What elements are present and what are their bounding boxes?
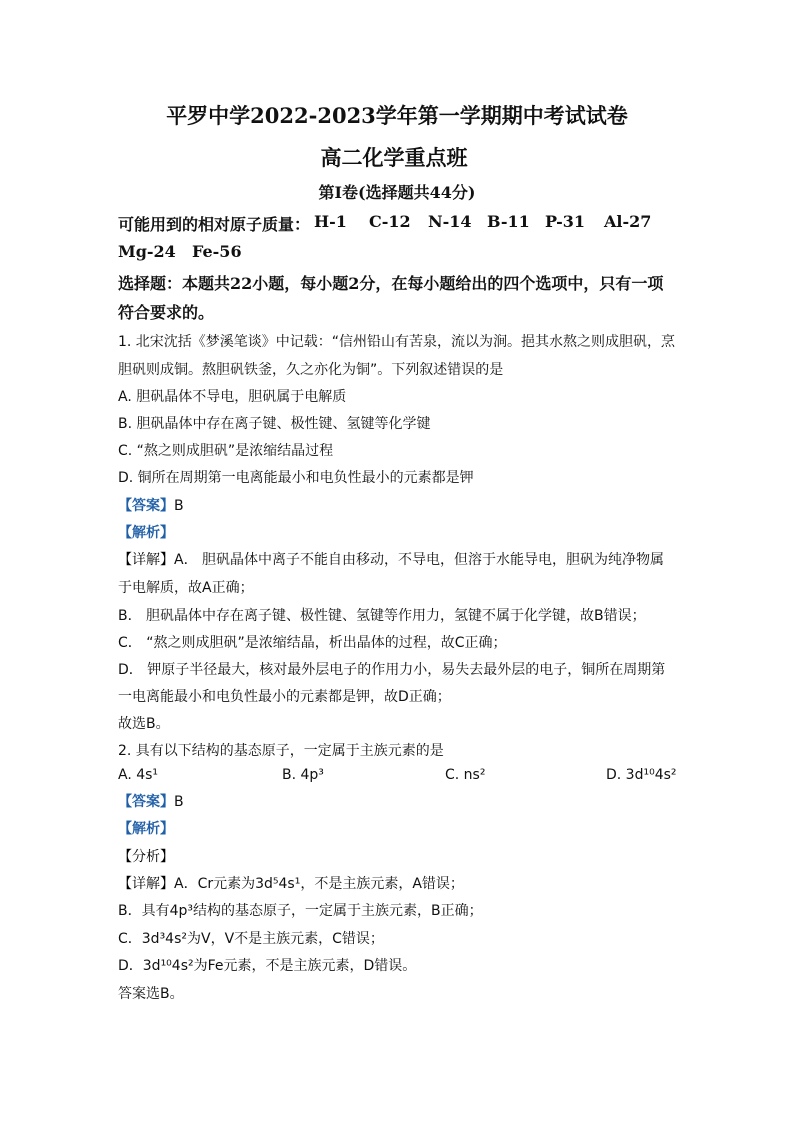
atomic-mass-label: 可能用到的相对原子质量： [118,215,311,234]
q1-option-d: D. 铜所在周期第一电离能最小和电负性最小的元素都是钾 [118,470,474,486]
instructions-line-1: 选择题：本题共22小题，每小题2分，在每小题给出的四个选项中，只有一项 [118,274,664,293]
q2-detail-line-1 [118,873,464,893]
q2-options-row [118,767,678,787]
q2-detail-line-3: C．3d³4s²为V，V不是主族元素，C错误； [118,931,384,947]
atomic-mass-item: P-31 [545,212,586,231]
answer-tag: 【答案】 [118,498,174,514]
answer-value: B [174,498,184,514]
answer-value: B [174,794,184,810]
q1-detail-line-1 [118,549,664,569]
exam-title: 平罗中学2022-2023学年第一学期期中考试试卷 [166,103,628,128]
detail-text: A．Cr元素为3d⁵4s¹，不是主族元素，A错误； [174,876,464,892]
q1-detail-line-7: 故选B。 [118,716,170,732]
atomic-mass-row-1 [118,212,678,234]
atomic-mass-item: Fe-56 [192,242,242,261]
q2-option-b: B. 4p³ [282,767,324,783]
q1-detail-line-5: D． 钾原子半径最大，核对最外层电子的作用力小，易失去最外层的电子，铜所在周期第 [118,662,666,678]
subtitle-text: 高二化学重点班 [320,145,468,170]
atomic-mass-item: C-12 [369,212,411,231]
q2-fenxi-tag [118,846,174,866]
q2-analysis-tag [118,818,174,838]
atomic-mass-row-2 [118,242,678,264]
q1-option-b: B. 胆矾晶体中存在离子键、极性键、氢键等化学键 [118,416,431,432]
q1-detail-line-6: 一电离能最小和电负性最小的元素都是钾，故D正确； [118,689,451,705]
analysis-tag: 【解析】 [118,525,174,541]
detail-tag: 【详解】 [118,876,174,892]
q2-option-d: D. 3d¹⁰4s² [606,767,677,783]
q1-stem-line-2: 胆矾则成铜。熬胆矾铁釜，久之亦化为铜”。下列叙述错误的是 [118,362,504,378]
fenxi-tag: 【分析】 [118,849,174,865]
q2-answer [118,791,184,811]
exam-subtitle [0,142,794,172]
q1-option-c: C. “熬之则成胆矾”是浓缩结晶过程 [118,443,334,459]
q2-option-a: A. 4s¹ [118,767,159,783]
q1-detail-line-4: C． “熬之则成胆矾”是浓缩结晶，析出晶体的过程，故C正确； [118,635,507,651]
section-heading: 第I卷(选择题共44分) [318,183,476,202]
q1-option-a: A. 胆矾晶体不导电，胆矾属于电解质 [118,389,347,405]
detail-tag: 【详解】 [118,552,174,568]
q1-stem-line-1: 1. 北宋沈括《梦溪笔谈》中记载：“信州铅山有苦泉，流以为涧。挹其水熬之则成胆矾，烹 [118,334,676,350]
q1-answer [118,495,184,515]
q2-detail-line-5: 答案选B。 [118,986,184,1002]
q2-detail-line-2: B．具有4p³结构的基态原子，一定属于主族元素，B正确； [118,903,483,919]
atomic-mass-item: H-1 [314,212,347,231]
q2-detail-line-4: D．3d¹⁰4s²为Fe元素，不是主族元素，D错误。 [118,958,417,974]
detail-text: A． 胆矾晶体中离子不能自由移动，不导电，但溶于水能导电，胆矾为纯净物属 [174,552,665,568]
atomic-mass-item: B-11 [487,212,530,231]
q2-option-c: C. ns² [445,767,486,783]
q1-analysis-tag [118,522,174,542]
q1-detail-line-2: 于电解质，故A正确； [118,580,254,596]
q1-detail-line-3: B． 胆矾晶体中存在离子键、极性键、氢键等作用力，氢键不属于化学键，故B错误； [118,608,646,624]
q2-stem: 2. 具有以下结构的基态原子，一定属于主族元素的是 [118,743,444,759]
atomic-mass-item: Mg-24 [118,242,176,261]
answer-tag: 【答案】 [118,794,174,810]
instructions-line-2: 符合要求的。 [118,303,215,322]
atomic-mass-item: Al-27 [604,212,652,231]
analysis-tag: 【解析】 [118,821,174,837]
atomic-mass-item: N-14 [428,212,472,231]
